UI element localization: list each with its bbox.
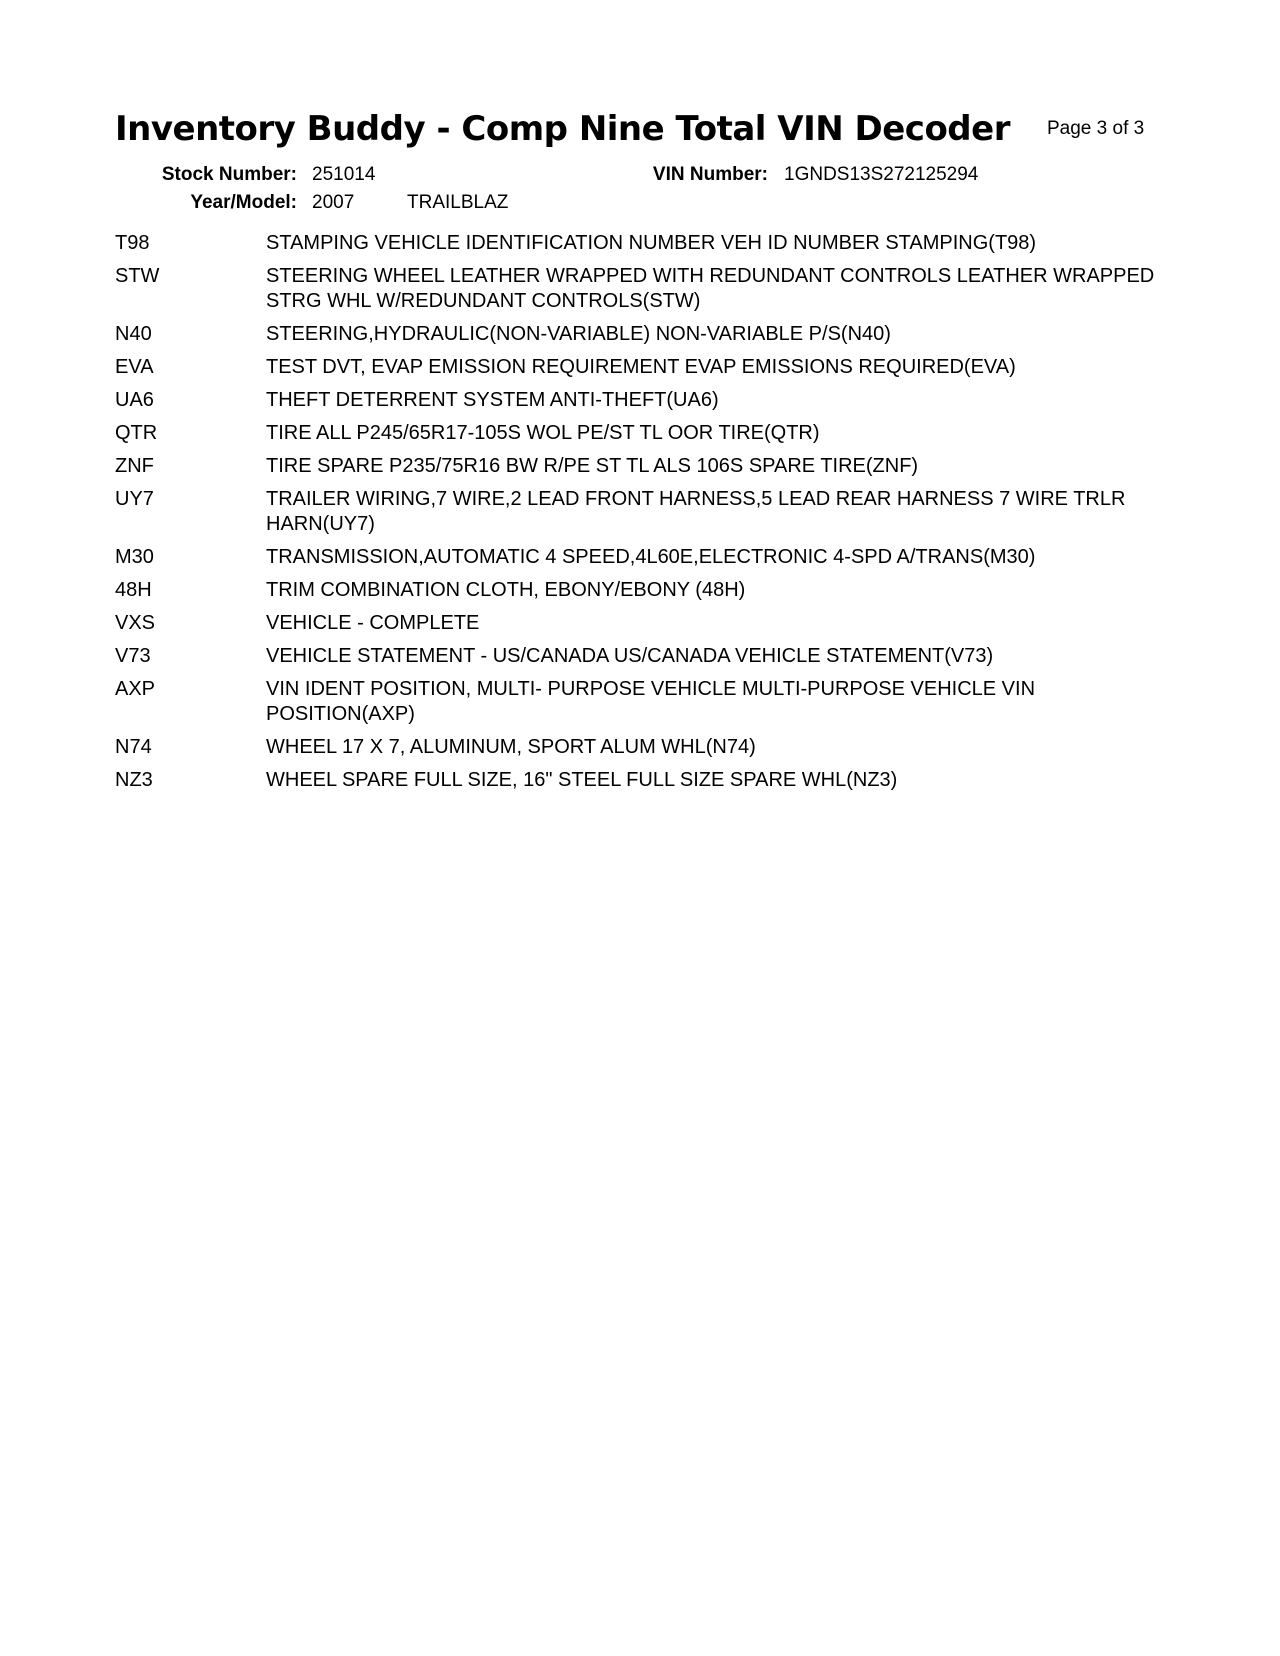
- option-code: N74: [115, 736, 152, 758]
- option-row: [115, 454, 1175, 479]
- option-row: [115, 322, 1175, 347]
- option-description: TIRE ALL P245/65R17-105S WOL PE/ST TL OOR TIRE(QTR): [266, 422, 820, 444]
- option-row: [115, 264, 1175, 314]
- year-value: 2007: [312, 192, 355, 213]
- option-code: 48H: [115, 579, 152, 601]
- option-row: [115, 611, 1175, 636]
- option-row: [115, 644, 1175, 669]
- option-code: AXP: [115, 678, 156, 700]
- option-code: STW: [115, 265, 160, 287]
- option-code: VXS: [115, 612, 156, 634]
- option-code: EVA: [115, 356, 154, 378]
- vin-number-label: VIN Number:: [652, 164, 768, 185]
- option-description: WHEEL SPARE FULL SIZE, 16" STEEL FULL SIZE SPARE WHL(NZ3): [266, 769, 898, 791]
- option-description: STEERING,HYDRAULIC(NON-VARIABLE) NON-VARIABLE P/S(N40): [266, 323, 891, 345]
- option-row: [115, 677, 1175, 727]
- option-code: V73: [115, 645, 151, 667]
- year-model-label: Year/Model:: [190, 192, 297, 213]
- vin-number-value: 1GNDS13S272125294: [784, 164, 979, 185]
- option-description: STEERING WHEEL LEATHER WRAPPED WITH REDUNDANT CONTROLS LEATHER WRAPPED STRG WHL W/REDUNDANT CONTROLS(STW): [266, 265, 1155, 312]
- model-value: TRAILBLAZ: [407, 192, 509, 213]
- option-code: UY7: [115, 488, 154, 510]
- option-description: WHEEL 17 X 7, ALUMINUM, SPORT ALUM WHL(N74): [266, 736, 756, 758]
- option-description: STAMPING VEHICLE IDENTIFICATION NUMBER VEH ID NUMBER STAMPING(T98): [266, 232, 1037, 254]
- stock-number-value: 251014: [312, 164, 376, 185]
- option-description: TIRE SPARE P235/75R16 BW R/PE ST TL ALS 106S SPARE TIRE(ZNF): [266, 455, 919, 477]
- option-code-list: [115, 231, 1175, 801]
- option-description: VEHICLE STATEMENT - US/CANADA US/CANADA VEHICLE STATEMENT(V73): [266, 645, 994, 667]
- option-code: N40: [115, 323, 152, 345]
- option-row: [115, 487, 1175, 537]
- option-code: T98: [115, 232, 150, 254]
- option-description: VIN IDENT POSITION, MULTI- PURPOSE VEHICLE MULTI-PURPOSE VEHICLE VIN POSITION(AXP): [266, 678, 1036, 725]
- option-row: [115, 768, 1175, 793]
- option-row: [115, 421, 1175, 446]
- document-title: Inventory Buddy - Comp Nine Total VIN Decoder: [115, 109, 1010, 149]
- option-description: TEST DVT, EVAP EMISSION REQUIREMENT EVAP EMISSIONS REQUIRED(EVA): [266, 356, 1016, 378]
- option-description: VEHICLE - COMPLETE: [266, 612, 480, 634]
- option-code: ZNF: [115, 455, 154, 477]
- option-description: THEFT DETERRENT SYSTEM ANTI-THEFT(UA6): [266, 389, 719, 411]
- option-row: [115, 735, 1175, 760]
- option-code: NZ3: [115, 769, 153, 791]
- option-code: QTR: [115, 422, 158, 444]
- option-row: [115, 545, 1175, 570]
- option-row: [115, 231, 1175, 256]
- stock-number-label: Stock Number:: [161, 164, 297, 185]
- option-row: [115, 578, 1175, 603]
- option-row: [115, 355, 1175, 380]
- option-code: M30: [115, 546, 154, 568]
- option-description: TRAILER WIRING,7 WIRE,2 LEAD FRONT HARNESS,5 LEAD REAR HARNESS 7 WIRE TRLR HARN(UY7): [266, 488, 1126, 535]
- page-number: Page 3 of 3: [1047, 118, 1145, 139]
- option-description: TRIM COMBINATION CLOTH, EBONY/EBONY (48H): [266, 579, 746, 601]
- option-row: [115, 388, 1175, 413]
- option-code: UA6: [115, 389, 154, 411]
- option-description: TRANSMISSION,AUTOMATIC 4 SPEED,4L60E,ELECTRONIC 4-SPD A/TRANS(M30): [266, 546, 1036, 568]
